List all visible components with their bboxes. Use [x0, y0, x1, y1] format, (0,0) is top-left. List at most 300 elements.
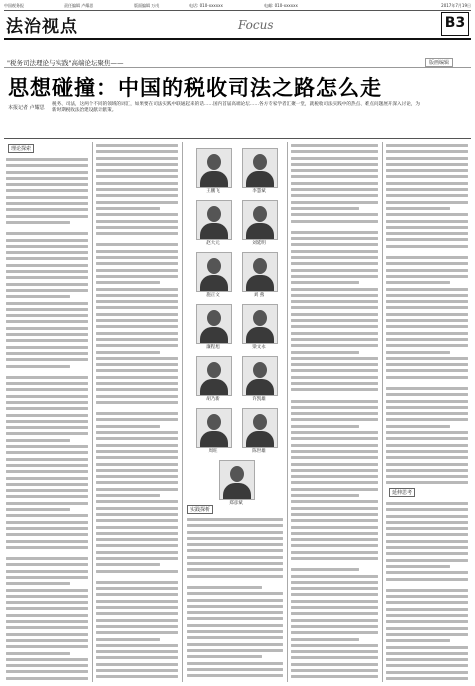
text-line [96, 500, 178, 503]
text-line [386, 502, 468, 505]
text-line [291, 619, 378, 622]
text-line [187, 599, 283, 602]
text-line [96, 157, 178, 160]
text-line [291, 544, 378, 547]
text-line [96, 363, 178, 366]
text-line [386, 232, 468, 235]
text-line [6, 202, 88, 205]
text-line [6, 264, 88, 267]
text-line [291, 250, 378, 253]
text-line [96, 532, 178, 535]
page-number: B3 [441, 12, 469, 36]
expert-name: 胡乃新 [206, 397, 220, 402]
text-line [6, 557, 88, 560]
text-line [6, 302, 88, 305]
expert-name: 施正文 [206, 293, 220, 298]
text-line [187, 556, 283, 559]
text-line [291, 631, 378, 634]
text-line [187, 586, 262, 589]
text-line [96, 207, 160, 210]
text-line [96, 382, 178, 385]
text-line [386, 431, 468, 434]
text-line [386, 288, 468, 291]
text-line [386, 256, 468, 259]
text-line [291, 313, 378, 316]
text-line [386, 646, 468, 649]
text-line [187, 524, 283, 527]
text-line [6, 432, 88, 435]
text-line [386, 589, 468, 592]
text-line [291, 656, 378, 659]
text-line [386, 387, 468, 390]
text-line [291, 306, 378, 309]
text-line [96, 650, 178, 653]
byline: 本报记者 卢耀思 [8, 105, 45, 111]
text-line [386, 552, 468, 555]
text-line [96, 344, 178, 347]
kicker-rule [4, 67, 471, 68]
portrait-shoulders [246, 275, 274, 292]
text-line [386, 369, 468, 372]
text-line [386, 144, 468, 147]
text-line [6, 445, 88, 448]
text-line [386, 639, 450, 642]
text-line [386, 226, 468, 229]
text-line [6, 489, 88, 492]
text-line [6, 645, 88, 648]
portrait-shoulders [246, 379, 274, 396]
text-line [187, 592, 283, 595]
text-line [291, 463, 378, 466]
portrait-head [207, 258, 221, 274]
text-line [291, 606, 378, 609]
article-column-5a [386, 144, 468, 484]
text-line [96, 644, 178, 647]
text-line [6, 382, 88, 385]
text-line [6, 508, 70, 511]
portrait-head [253, 154, 267, 170]
text-line [291, 456, 378, 459]
text-line [386, 677, 468, 680]
text-line [96, 269, 178, 272]
text-line [6, 352, 88, 355]
portrait-shoulders [200, 275, 228, 292]
text-line [291, 481, 378, 484]
portrait-head [207, 414, 221, 430]
text-line [6, 270, 88, 273]
text-line [291, 431, 378, 434]
text-line [386, 559, 468, 562]
text-line [96, 144, 178, 147]
box-label-extension: 延伸思考 [389, 488, 415, 497]
text-line [96, 351, 160, 354]
text-line [386, 614, 468, 617]
text-line [6, 670, 88, 673]
portrait-head [253, 310, 267, 326]
text-line [291, 612, 378, 615]
text-line [386, 150, 468, 153]
text-line [6, 521, 88, 524]
text-line [96, 275, 178, 278]
expert-portrait [196, 304, 232, 344]
text-line [291, 175, 378, 178]
kicker: "税务司法理论与实践"高端论坛聚焦—— [7, 59, 124, 67]
text-line [386, 437, 468, 440]
lead-rule [4, 138, 471, 139]
text-line [96, 481, 178, 484]
text-line [96, 519, 178, 522]
text-line [386, 351, 450, 354]
expert-name: 刘延明 [252, 241, 266, 246]
paper-name: 中国税务报 [4, 3, 24, 8]
article-column-3 [187, 518, 283, 680]
text-line [6, 158, 88, 161]
text-line [386, 406, 468, 409]
box-label-theory: 理论探索 [8, 144, 34, 153]
headline: 思想碰撞：中国的税收司法之路怎么走 [8, 75, 382, 100]
text-line [386, 207, 450, 210]
text-line [386, 319, 468, 322]
portrait-head [230, 466, 244, 482]
article-column-2 [96, 144, 178, 680]
text-line [6, 183, 88, 186]
text-line [291, 494, 359, 497]
column-divider [287, 142, 288, 682]
text-line [6, 483, 88, 486]
text-line [6, 257, 88, 260]
text-line [96, 256, 178, 259]
text-line [291, 243, 378, 246]
text-line [6, 607, 88, 610]
expert-name: 王鹏飞 [206, 189, 220, 194]
text-line [291, 213, 378, 216]
text-line [291, 288, 378, 291]
column-divider [92, 142, 93, 682]
expert-name: 周旺 [208, 449, 218, 454]
text-line [6, 620, 88, 623]
text-line [96, 463, 178, 466]
text-line [96, 612, 178, 615]
text-line [96, 357, 178, 360]
issue-date: 2017年7月19日 [441, 3, 471, 8]
text-line [386, 571, 468, 574]
phone-info: 电邮: 010-xxxxxx [264, 3, 298, 8]
text-line [96, 570, 178, 573]
text-line [386, 601, 468, 604]
lead-paragraph: 税务、司法，这两个不同的领域的词汇，如果要在司法实践中联通起来的话……国内首届高端论坛……各方专家学者汇聚一堂，就税收司法实践中的热点、难点问题展开深入讨论，为新时期税收法治建设献计献策。 [52, 102, 420, 114]
text-line [96, 226, 178, 229]
expert-portrait [242, 356, 278, 396]
expert-name: 梁文永 [252, 345, 266, 350]
text-line [6, 189, 88, 192]
text-line [96, 526, 178, 529]
portrait-head [207, 362, 221, 378]
text-line [386, 515, 468, 518]
text-line [291, 418, 378, 421]
expert-portrait [242, 304, 278, 344]
portrait-shoulders [223, 483, 251, 500]
text-line [96, 325, 178, 328]
text-line [6, 576, 88, 579]
text-line [386, 546, 468, 549]
text-line [6, 320, 88, 323]
text-line [6, 395, 88, 398]
text-line [6, 245, 88, 248]
text-line [96, 201, 178, 204]
text-line [96, 262, 178, 265]
expert-name: 李慧斌 [252, 189, 266, 194]
text-line [291, 231, 378, 234]
text-line [386, 344, 468, 347]
text-line [386, 475, 468, 478]
text-line [187, 611, 283, 614]
text-line [187, 636, 283, 639]
text-line [6, 196, 88, 199]
text-line [291, 351, 359, 354]
text-line [386, 444, 468, 447]
text-line [96, 306, 178, 309]
paragraph-gap [291, 395, 378, 400]
text-line [6, 639, 88, 642]
text-line [291, 669, 378, 672]
text-line [386, 450, 468, 453]
text-line [386, 633, 468, 636]
text-line [187, 518, 283, 521]
text-line [386, 188, 468, 191]
text-line [96, 281, 160, 284]
text-line [291, 450, 378, 453]
text-line [96, 638, 160, 641]
text-line [291, 488, 378, 491]
portrait-shoulders [246, 171, 274, 188]
text-line [96, 388, 178, 391]
text-line [6, 308, 88, 311]
text-line [386, 376, 468, 379]
expert-name: 郑彦斌 [229, 501, 243, 506]
text-line [96, 425, 160, 428]
text-line [96, 250, 178, 253]
text-line [386, 306, 468, 309]
text-line [291, 557, 378, 560]
text-line [386, 652, 468, 655]
text-line [6, 333, 88, 336]
text-line [291, 507, 378, 510]
email-label: 版面编辑 万戌 [134, 3, 160, 8]
text-line [291, 600, 378, 603]
expert-portrait [242, 252, 278, 292]
text-line [96, 376, 178, 379]
text-line [291, 182, 378, 185]
text-line [386, 357, 468, 360]
text-line [6, 477, 88, 480]
portrait-head [253, 362, 267, 378]
text-line [6, 239, 88, 242]
text-line [6, 327, 88, 330]
text-line [386, 425, 450, 428]
text-line [291, 406, 378, 409]
text-line [291, 201, 378, 204]
text-line [6, 601, 88, 604]
text-line [386, 595, 468, 598]
text-line [291, 220, 378, 223]
text-line [291, 638, 359, 641]
text-line [6, 388, 88, 391]
portrait-head [253, 414, 267, 430]
text-line [386, 481, 468, 484]
editor-info: 责任编辑 卢耀思 [64, 3, 94, 8]
article-column-5b [386, 502, 468, 680]
portrait-shoulders [246, 327, 274, 344]
text-line [6, 582, 70, 585]
contact-info: 电话: 010-xxxxxx [189, 3, 223, 8]
text-line [96, 619, 178, 622]
column-divider [382, 142, 383, 682]
text-line [291, 275, 378, 278]
text-line [386, 281, 450, 284]
text-line [291, 475, 378, 478]
text-line [386, 418, 468, 421]
text-line [96, 456, 178, 459]
text-line [96, 163, 178, 166]
text-line [386, 658, 468, 661]
text-line [386, 313, 468, 316]
text-line [96, 150, 178, 153]
text-line [386, 300, 468, 303]
text-line [386, 521, 468, 524]
column-divider [182, 142, 183, 682]
expert-portrait [196, 408, 232, 448]
text-line [187, 562, 283, 565]
text-line [187, 568, 283, 571]
text-line [386, 213, 468, 216]
text-line [291, 363, 378, 366]
text-line [6, 495, 88, 498]
text-line [386, 363, 468, 366]
text-line [6, 365, 70, 368]
text-line [187, 668, 283, 671]
text-line [187, 531, 283, 534]
text-line [6, 426, 88, 429]
text-line [291, 157, 378, 160]
text-line [291, 425, 359, 428]
text-line [291, 412, 378, 415]
text-line [187, 630, 283, 633]
text-line [291, 357, 378, 360]
text-line [6, 464, 88, 467]
text-line [6, 401, 88, 404]
text-line [6, 595, 88, 598]
expert-name: 刘 燕 [253, 293, 265, 298]
text-line [386, 332, 468, 335]
text-line [291, 644, 378, 647]
text-line [6, 664, 88, 667]
text-line [291, 581, 378, 584]
text-line [6, 633, 88, 636]
portrait-shoulders [200, 223, 228, 240]
text-line [386, 527, 468, 530]
text-line [6, 658, 88, 661]
text-line [6, 589, 88, 592]
text-line [386, 456, 468, 459]
portrait-head [253, 258, 267, 274]
text-line [187, 605, 283, 608]
text-line [6, 407, 88, 410]
text-line [386, 269, 468, 272]
text-line [386, 245, 468, 248]
expert-portrait [242, 200, 278, 240]
text-line [6, 339, 88, 342]
masthead-line [4, 2, 471, 10]
text-line [187, 537, 283, 540]
text-line [6, 540, 88, 543]
text-line [96, 313, 178, 316]
text-line [187, 649, 283, 652]
text-line [96, 669, 178, 672]
text-line [96, 444, 178, 447]
text-line [96, 182, 178, 185]
text-line [187, 643, 283, 646]
text-line [96, 600, 178, 603]
text-line [386, 400, 468, 403]
text-line [6, 164, 88, 167]
text-line [96, 332, 178, 335]
text-line [6, 215, 88, 218]
text-line [6, 502, 88, 505]
text-line [96, 450, 178, 453]
text-line [6, 276, 88, 279]
text-line [96, 194, 178, 197]
text-line [386, 163, 468, 166]
text-line [96, 437, 178, 440]
text-line [96, 663, 178, 666]
expert-portrait [196, 252, 232, 292]
text-line [386, 262, 468, 265]
text-line [291, 388, 378, 391]
text-line [386, 463, 468, 466]
text-line [96, 538, 178, 541]
text-line [291, 376, 378, 379]
text-line [386, 194, 468, 197]
text-line [291, 675, 378, 678]
text-line [96, 319, 178, 322]
portrait-shoulders [200, 379, 228, 396]
focus-label: Focus [238, 18, 274, 32]
text-line [96, 557, 178, 560]
text-line [96, 488, 178, 491]
text-line [291, 575, 378, 578]
text-line [6, 563, 88, 566]
text-line [291, 300, 378, 303]
text-line [291, 382, 378, 385]
box-label-practice: 实践探析 [187, 505, 213, 514]
text-line [96, 188, 178, 191]
text-line [96, 593, 178, 596]
portrait-shoulders [200, 327, 228, 344]
text-line [96, 294, 178, 297]
text-line [386, 201, 468, 204]
portrait-head [207, 206, 221, 222]
text-line [96, 544, 178, 547]
portrait-head [253, 206, 267, 222]
text-line [386, 671, 468, 674]
text-line [6, 376, 88, 379]
portrait-shoulders [200, 171, 228, 188]
text-line [96, 401, 178, 404]
text-line [386, 157, 468, 160]
text-line [386, 182, 468, 185]
text-line [6, 458, 88, 461]
expert-name: 廉程旭 [206, 345, 220, 350]
